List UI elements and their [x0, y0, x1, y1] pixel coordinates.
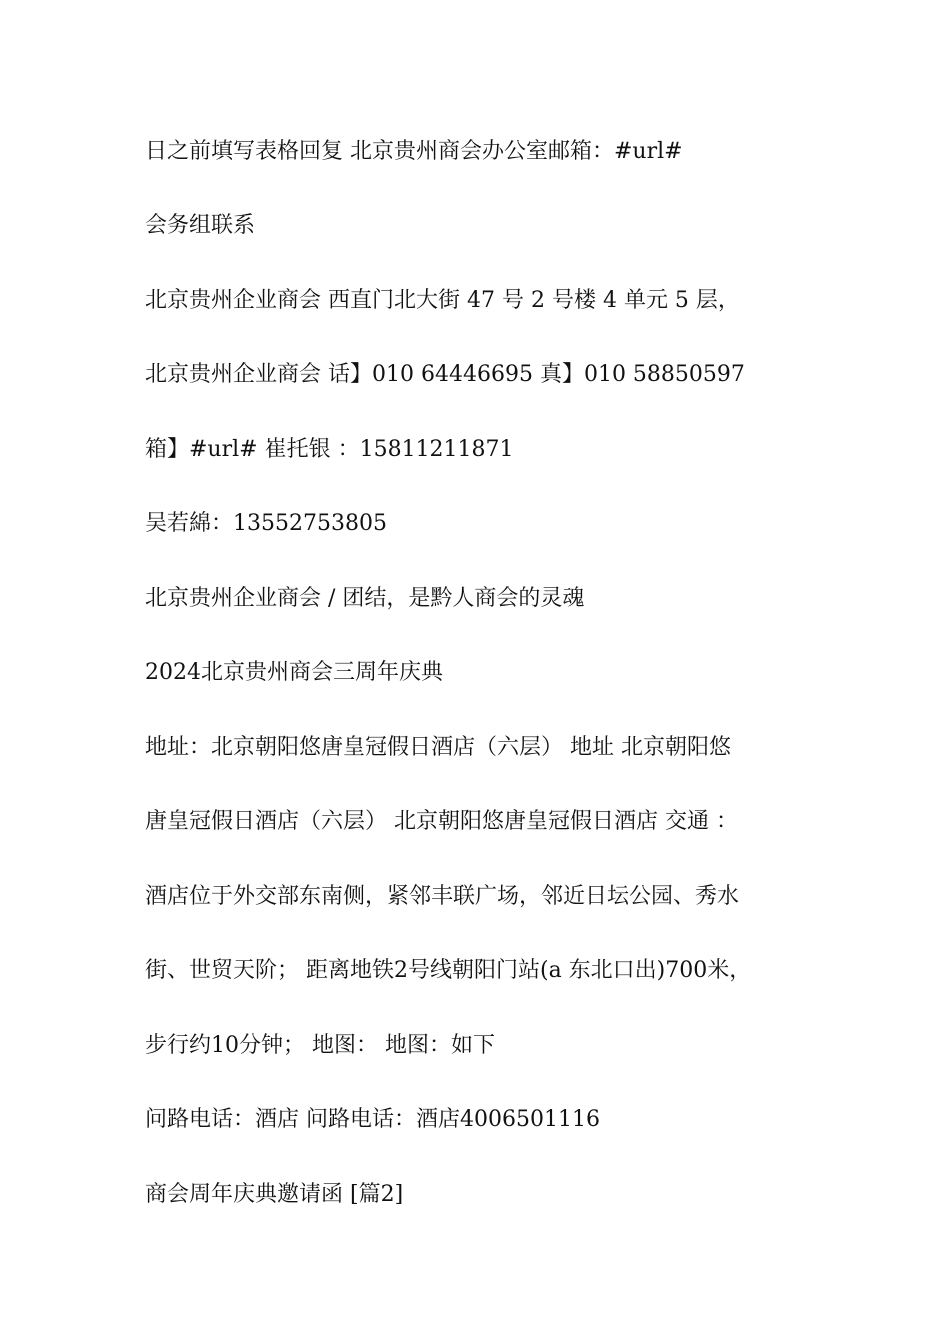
text-line-venue-transport: 唐皇冠假日酒店（六层） 北京朝阳悠唐皇冠假日酒店 交通 ： [145, 809, 738, 834]
text-line-section-heading: 商会周年庆典邀请函 [篇2] [145, 1182, 404, 1207]
text-line-venue-address: 地址：北京朝阳悠唐皇冠假日酒店（六层） 地址 北京朝阳悠 [145, 735, 731, 760]
text-line-event-title: 2024北京贵州商会三周年庆典 [145, 660, 443, 685]
text-line-contact-wu: 吴若綿：13552753805 [145, 511, 387, 536]
text-line-phone-fax: 北京贵州企业商会 话】010 64446695 真】010 58850597 [145, 362, 745, 387]
text-line-walking-map: 步行约10分钟； 地图： 地图：如下 [145, 1033, 495, 1058]
text-line-hotel-phone: 问路电话：酒店 问路电话：酒店4006501116 [145, 1107, 600, 1132]
text-line-address: 北京贵州企业商会 西直门北大街 47 号 2 号楼 4 单元 5 层， [145, 288, 740, 313]
text-line-email-contact: 箱】#url# 崔托银 ：15811211871 [145, 437, 514, 462]
text-line-metro: 街、世贸天阶； 距离地铁2号线朝阳门站(a 东北口出)700米， [145, 958, 752, 983]
text-line-hotel-location: 酒店位于外交部东南侧，紧邻丰联广场，邻近日坛公园、秀水 [145, 884, 740, 909]
text-line-contact-heading: 会务组联系 [145, 213, 256, 238]
text-line-slogan: 北京贵州企业商会 / 团结，是黔人商会的灵魂 [145, 586, 585, 611]
text-line-registration-reply: 日之前填写表格回复 北京贵州商会办公室邮箱：#url# [145, 139, 683, 164]
